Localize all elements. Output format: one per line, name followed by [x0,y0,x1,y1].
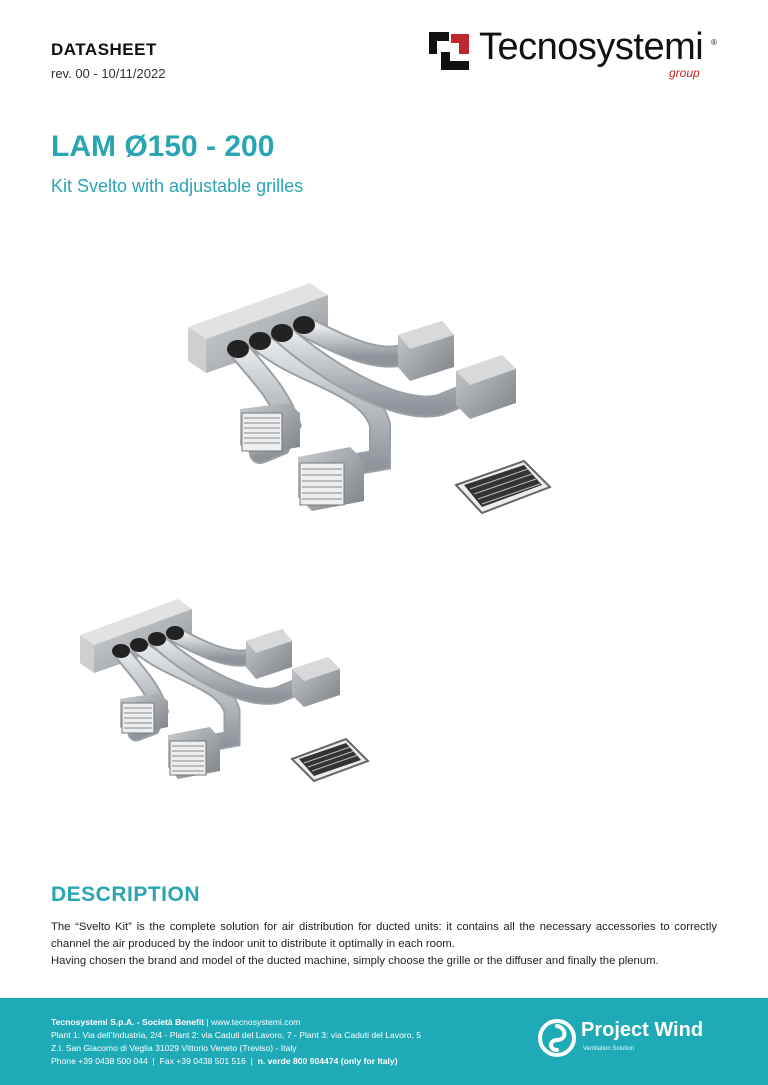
company-address: Z.I. San Giacomo di Veglia 31029 Vittorio Veneto (Treviso) - Italy [51,1043,297,1053]
product-title: LAM Ø150 - 200 [51,130,275,163]
brand-name: Tecnosystemi [479,26,704,68]
project-wind-name: Project Wind [581,1019,704,1041]
footer-separator: | [204,1017,212,1027]
revision-date: rev. 00 - 10/11/2022 [51,66,166,81]
company-info: Tecnosystemi S.p.A. - Società Benefit | www.tecnosystemi.com Plant 1: Via dell’Industria, 2/4 - Plant 2: via Caduti del Lavoro, 7 - Plant 3: via Caduti del Lavoro, 5 Z.I. San Giacomo di Veglia 31029 Vittorio Veneto (Treviso) - Italy Phone +39 0438 500 044 | Fax +39 0438 501 516 | n. verde 800 904474 (only for Italy) [51,1017,422,1066]
brand-registered-mark: ® [711,38,717,47]
description-paragraph: Having chosen the brand and model of the ducted machine, simply choose the grille or the diffuser and finally the plenum. [51,955,659,967]
fax-number: Fax +39 0438 501 516 [159,1056,246,1066]
description-paragraph: The “Svelto Kit” is the complete solution for air distribution for ducted units: it contains all the necessary accessories to correctly channel the air produced by the indoor unit to distribute it optimally in each room. [51,921,717,950]
description-body [51,919,717,970]
tecnosystemi-logo [427,28,727,88]
datasheet-header [51,40,165,81]
green-number: n. verde 800 904474 (only for Italy) [257,1056,398,1066]
kit-illustration-large [180,275,560,540]
company-website-link[interactable]: www.tecnosystemi.com [211,1017,301,1027]
phone-number: Phone +39 0438 500 044 [51,1056,148,1066]
footer [0,998,768,1085]
tecnosystemi-logo-mark-icon [427,30,473,72]
product-subtitle: Kit Svelto with adjustable grilles [51,176,304,196]
project-wind-logo [537,1016,727,1060]
description-heading: DESCRIPTION [51,883,201,906]
kit-illustration-small [78,595,378,805]
brand-group: group [669,66,700,80]
plant-addresses: Plant 1: Via dell’Industria, 2/4 - Plant 2: via Caduti del Lavoro, 7 - Plant 3: via Caduti del Lavoro, 5 [51,1030,422,1040]
project-wind-tagline: Ventilation Solution [583,1046,635,1052]
company-name: Tecnosystemi S.p.A. - Società Benefit [51,1017,205,1027]
datasheet-title: DATASHEET [51,40,157,59]
project-wind-swirl-icon [537,1018,577,1058]
